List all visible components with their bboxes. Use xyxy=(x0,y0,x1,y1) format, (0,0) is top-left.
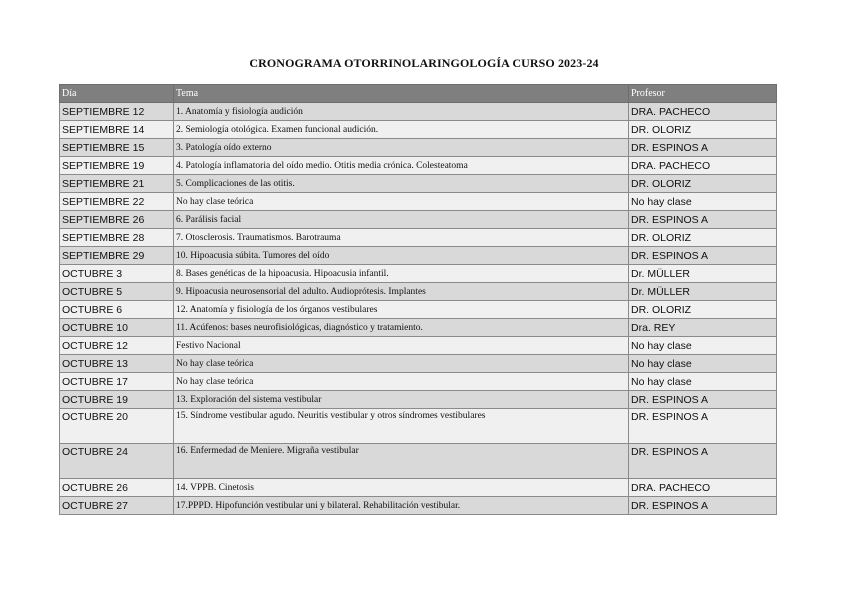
cell-profesor: DR. ESPINOS A xyxy=(629,497,777,515)
cell-dia: SEPTIEMBRE 28 xyxy=(60,229,174,247)
column-header-dia: Día xyxy=(60,85,174,103)
table-row xyxy=(60,373,777,391)
cell-profesor: DR. OLORIZ xyxy=(629,121,777,139)
cell-tema: 16. Enfermedad de Meniere. Migraña vestibular xyxy=(174,444,629,479)
table-row xyxy=(60,497,777,515)
table-row xyxy=(60,247,777,265)
cell-dia: OCTUBRE 19 xyxy=(60,391,174,409)
cell-profesor: DRA. PACHECO xyxy=(629,479,777,497)
cell-profesor: No hay clase xyxy=(629,373,777,391)
table-row xyxy=(60,355,777,373)
cell-dia: OCTUBRE 10 xyxy=(60,319,174,337)
cell-profesor: DR. ESPINOS A xyxy=(629,247,777,265)
table-row xyxy=(60,337,777,355)
cell-tema: 2. Semiología otológica. Examen funcional audición. xyxy=(174,121,629,139)
table-row xyxy=(60,103,777,121)
cell-tema: 8. Bases genéticas de la hipoacusia. Hipoacusia infantil. xyxy=(174,265,629,283)
cell-profesor: No hay clase xyxy=(629,355,777,373)
table-row xyxy=(60,301,777,319)
cell-dia: SEPTIEMBRE 14 xyxy=(60,121,174,139)
cell-tema: 15. Síndrome vestibular agudo. Neuritis vestibular y otros síndromes vestibulares xyxy=(174,409,629,444)
cell-profesor: DR. ESPINOS A xyxy=(629,211,777,229)
cell-dia: SEPTIEMBRE 12 xyxy=(60,103,174,121)
table-row xyxy=(60,121,777,139)
cell-dia: SEPTIEMBRE 29 xyxy=(60,247,174,265)
cell-dia: SEPTIEMBRE 21 xyxy=(60,175,174,193)
cell-tema: 11. Acúfenos: bases neurofisiológicas, diagnóstico y tratamiento. xyxy=(174,319,629,337)
cell-dia: SEPTIEMBRE 22 xyxy=(60,193,174,211)
cell-profesor: No hay clase xyxy=(629,337,777,355)
cell-dia: OCTUBRE 3 xyxy=(60,265,174,283)
table-row xyxy=(60,193,777,211)
table-row xyxy=(60,139,777,157)
cell-tema: 4. Patología inflamatoria del oído medio. Otitis media crónica. Colesteatoma xyxy=(174,157,629,175)
column-header-profesor: Profesor xyxy=(629,85,777,103)
cell-dia: OCTUBRE 12 xyxy=(60,337,174,355)
cell-profesor: DR. ESPINOS A xyxy=(629,409,777,444)
cell-profesor: DRA. PACHECO xyxy=(629,157,777,175)
cell-profesor: DR. OLORIZ xyxy=(629,301,777,319)
cell-tema: 9. Hipoacusia neurosensorial del adulto. Audioprótesis. Implantes xyxy=(174,283,629,301)
table-row xyxy=(60,479,777,497)
cell-tema: 5. Complicaciones de las otitis. xyxy=(174,175,629,193)
table-header-row xyxy=(60,85,777,103)
cell-profesor: DR. ESPINOS A xyxy=(629,139,777,157)
cell-dia: OCTUBRE 20 xyxy=(60,409,174,444)
table-row xyxy=(60,283,777,301)
page-title: CRONOGRAMA OTORRINOLARINGOLOGÍA CURSO 2023-24 xyxy=(249,56,599,70)
cell-dia: OCTUBRE 24 xyxy=(60,444,174,479)
table-row xyxy=(60,157,777,175)
cell-profesor: Dr. MÜLLER xyxy=(629,265,777,283)
table-row xyxy=(60,319,777,337)
cell-tema: No hay clase teórica xyxy=(174,193,629,211)
cell-tema: 7. Otosclerosis. Traumatismos. Barotrauma xyxy=(174,229,629,247)
table-row xyxy=(60,229,777,247)
cell-tema: No hay clase teórica xyxy=(174,373,629,391)
cell-profesor: Dra. REY xyxy=(629,319,777,337)
cell-profesor: Dr. MÜLLER xyxy=(629,283,777,301)
table-row xyxy=(60,391,777,409)
cell-tema: No hay clase teórica xyxy=(174,355,629,373)
cell-dia: SEPTIEMBRE 19 xyxy=(60,157,174,175)
table-row xyxy=(60,444,777,479)
table-row xyxy=(60,211,777,229)
cell-profesor: DR. ESPINOS A xyxy=(629,444,777,479)
cell-tema: 13. Exploración del sistema vestibular xyxy=(174,391,629,409)
cell-dia: OCTUBRE 5 xyxy=(60,283,174,301)
cell-tema: Festivo Nacional xyxy=(174,337,629,355)
cell-profesor: DR. ESPINOS A xyxy=(629,391,777,409)
cell-tema: 12. Anatomía y fisiología de los órganos vestibulares xyxy=(174,301,629,319)
cell-dia: SEPTIEMBRE 15 xyxy=(60,139,174,157)
cell-dia: OCTUBRE 27 xyxy=(60,497,174,515)
schedule-table xyxy=(59,84,777,515)
table-row xyxy=(60,265,777,283)
cell-tema: 17.PPPD. Hipofunción vestibular uni y bilateral. Rehabilitación vestibular. xyxy=(174,497,629,515)
cell-tema: 3. Patología oído externo xyxy=(174,139,629,157)
cell-tema: 1. Anatomía y fisiología audición xyxy=(174,103,629,121)
cell-profesor: DRA. PACHECO xyxy=(629,103,777,121)
table-row xyxy=(60,175,777,193)
cell-dia: SEPTIEMBRE 26 xyxy=(60,211,174,229)
cell-dia: OCTUBRE 6 xyxy=(60,301,174,319)
cell-dia: OCTUBRE 17 xyxy=(60,373,174,391)
cell-profesor: No hay clase xyxy=(629,193,777,211)
table-row xyxy=(60,409,777,444)
cell-tema: 6. Parálisis facial xyxy=(174,211,629,229)
cell-profesor: DR. OLORIZ xyxy=(629,175,777,193)
cell-tema: 10. Hipoacusia súbita. Tumores del oído xyxy=(174,247,629,265)
cell-profesor: DR. OLORIZ xyxy=(629,229,777,247)
column-header-tema: Tema xyxy=(174,85,629,103)
cell-dia: OCTUBRE 13 xyxy=(60,355,174,373)
cell-tema: 14. VPPB. Cinetosis xyxy=(174,479,629,497)
cell-dia: OCTUBRE 26 xyxy=(60,479,174,497)
